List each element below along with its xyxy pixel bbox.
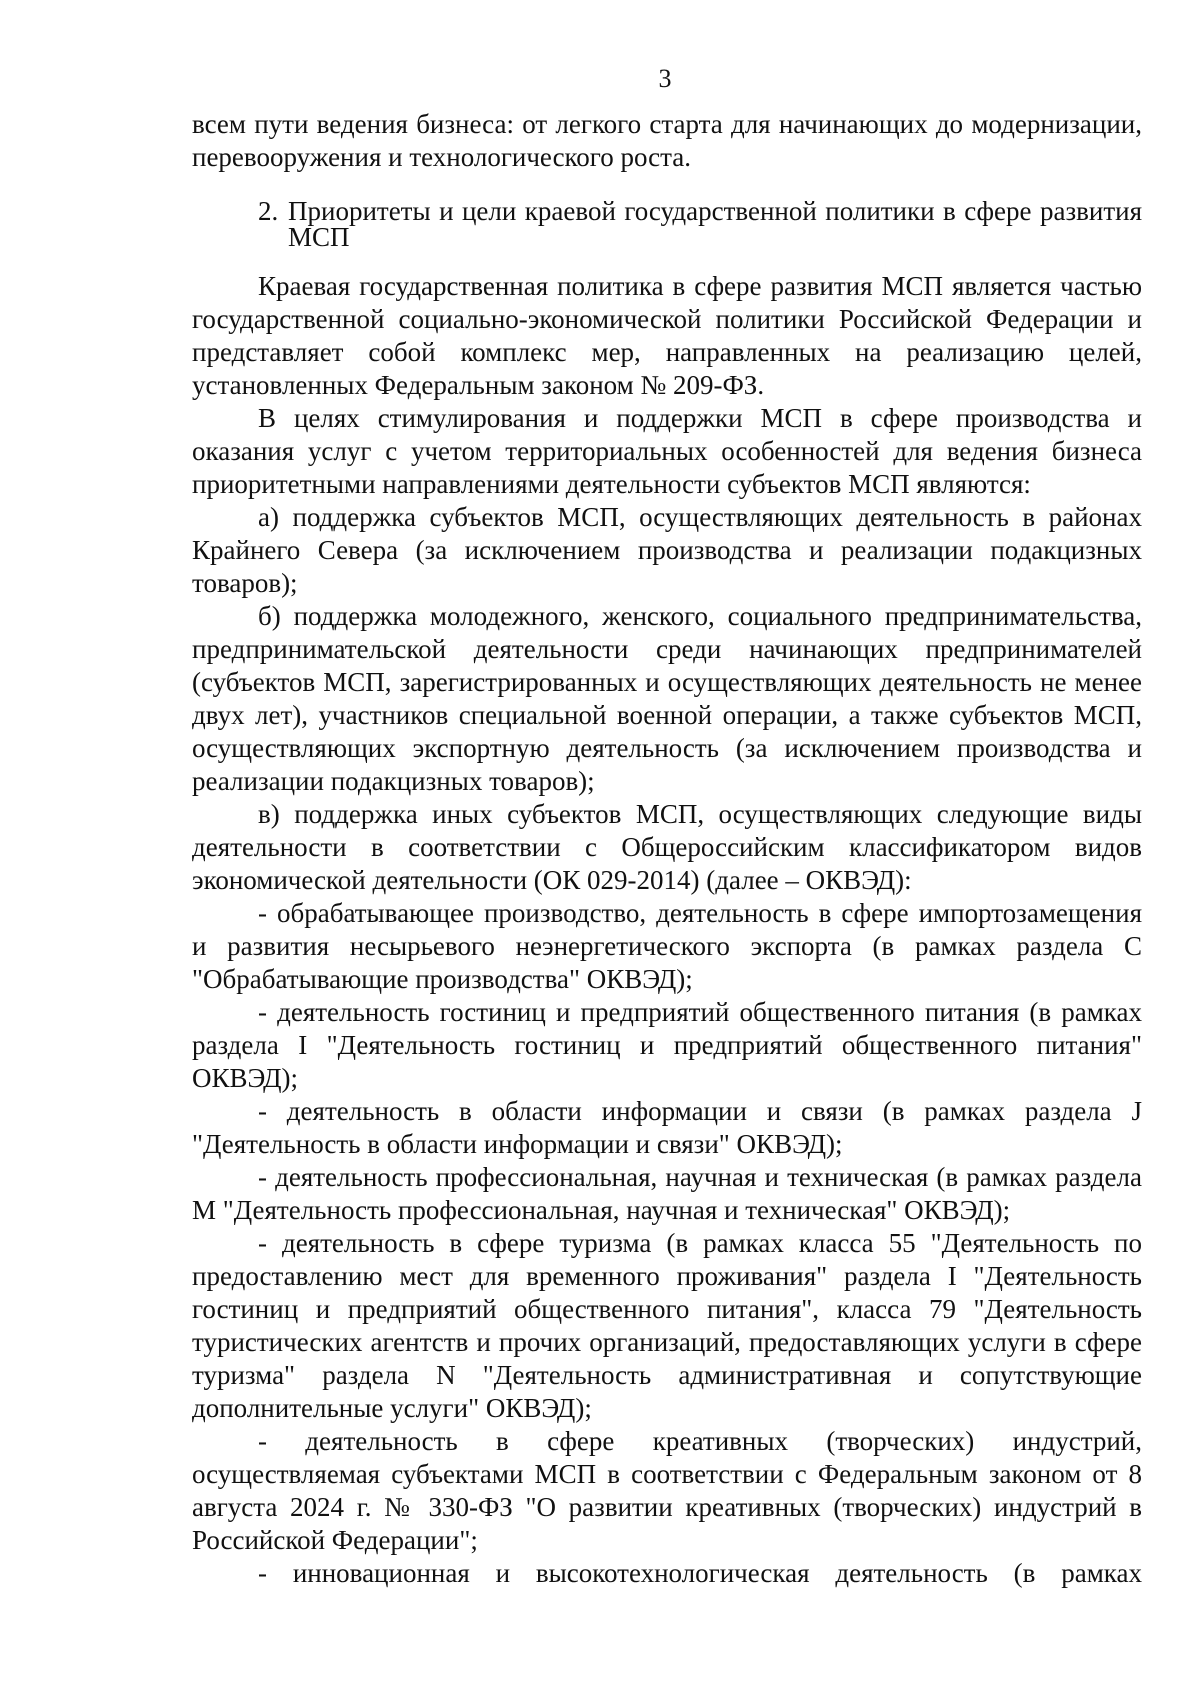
dash-item-tourism: - деятельность в сфере туризма (в рамках класса 55 "Деятельность по предоставлению мест для временного проживания" раздела I "Деятельность гостиниц и предприятий общественного питания", класса 79 "Деятельность туристических агентств и прочих организаций, предоставляющих услуги в сфере туризма" раздела N "Деятельность административная и сопутствующие дополнительные услуги" ОКВЭД); <box>192 1228 1142 1423</box>
dash-item-innovation: - инновационная и высокотехнологическая деятельность (в рамках <box>258 1558 1142 1588</box>
list-item-b: б) поддержка молодежного, женского, социального предпринимательства, предпринимательской деятельности среди начинающих предпринимателей (субъектов МСП, зарегистрированных и осуществляющих деятельность не менее двух лет), участников специальной военной операции, а также субъектов МСП, осуществляющих экспортную деятельность (за исключением производства и реализации подакцизных товаров); <box>192 601 1142 796</box>
dash-item-creative: - деятельность в сфере креативных (творческих) индустрий, осуществляемая субъектами МСП в соответствии с Федеральным законом от 8 августа 2024 г. № 330-ФЗ "О развитии креативных (творческих) индустрий в Российской Федерации"; <box>192 1426 1142 1555</box>
dash-item-it: - деятельность в области информации и связи (в рамках раздела J "Деятельность в области информации и связи" ОКВЭД); <box>192 1096 1142 1159</box>
section-number: 2. <box>258 196 279 226</box>
dash-item-manufacturing: - обрабатывающее производство, деятельность в сфере импортозамещения и развития несырьевого неэнергетического экспорта (в рамках раздела С "Обрабатывающие производства" ОКВЭД); <box>192 898 1142 994</box>
section-title: Приоритеты и цели краевой государственной политики в сфере развития МСП <box>288 196 1142 252</box>
paragraph-policy: Краевая государственная политика в сфере развития МСП является частью государственной социально-экономической политики Российской Федерации и представляет собой комплекс мер, направленных на реализацию целей, установленных Федеральным законом № 209-ФЗ. <box>192 271 1142 400</box>
paragraph-priorities-intro: В целях стимулирования и поддержки МСП в сфере производства и оказания услуг с учетом территориальных особенностей для ведения бизнеса приоритетными направлениями деятельности субъектов МСП являются: <box>192 403 1142 499</box>
page-number: 3 <box>658 64 672 93</box>
dash-item-professional: - деятельность профессиональная, научная и техническая (в рамках раздела М "Деятельность профессиональная, научная и техническая" ОКВЭД); <box>192 1162 1142 1225</box>
list-item-v: в) поддержка иных субъектов МСП, осуществляющих следующие виды деятельности в соответствии с Общероссийским классификатором видов экономической деятельности (ОК 029-2014) (далее – ОКВЭД): <box>192 799 1142 895</box>
document-body <box>192 108 1142 1590</box>
section-heading <box>192 198 1142 250</box>
dash-item-hotels: - деятельность гостиниц и предприятий общественного питания (в рамках раздела I "Деятельность гостиниц и предприятий общественного питания" ОКВЭД); <box>192 997 1142 1093</box>
list-item-a: а) поддержка субъектов МСП, осуществляющих деятельность в районах Крайнего Севера (за исключением производства и реализации подакцизных товаров); <box>192 502 1142 598</box>
intro-paragraph: всем пути ведения бизнеса: от легкого старта для начинающих до модернизации, перевооружения и технологического роста. <box>192 109 1142 172</box>
